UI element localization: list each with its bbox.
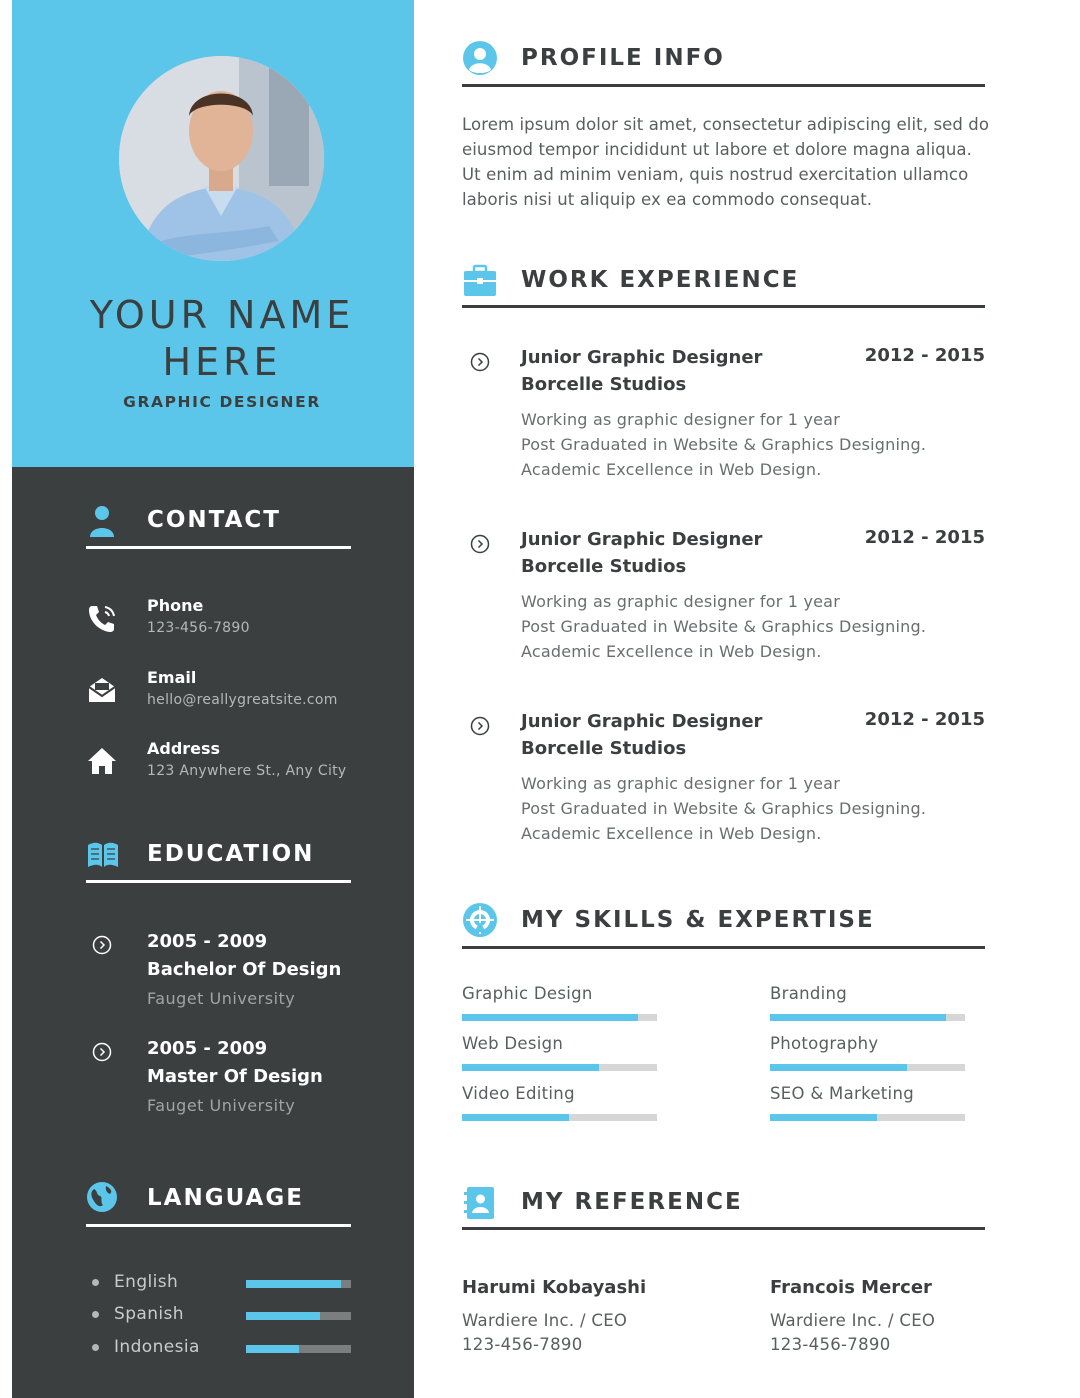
- education-item: [86, 1038, 386, 1132]
- skill-name: Photography: [770, 1034, 879, 1053]
- skill-level-fill: [770, 1114, 877, 1121]
- reference-card: [770, 1277, 1030, 1367]
- skills-heading: [462, 862, 985, 949]
- language-item: [92, 1304, 354, 1328]
- phone-icon: [86, 602, 118, 634]
- language-item: [92, 1337, 354, 1361]
- name-line-1: YOUR NAME: [89, 293, 355, 337]
- education-item: [86, 931, 386, 1025]
- skill-name: Video Editing: [462, 1084, 575, 1103]
- language-name: Indonesia: [114, 1337, 200, 1357]
- reference-card: [462, 1277, 722, 1367]
- job-title: Junior Graphic Designer: [521, 347, 763, 368]
- language-level-bar: [246, 1280, 351, 1288]
- language-heading: [86, 1177, 351, 1227]
- chevron-circle-icon: [92, 1042, 112, 1062]
- globe-icon: [86, 1181, 120, 1215]
- skill-name: SEO & Marketing: [770, 1084, 914, 1103]
- job-company: Borcelle Studios: [521, 738, 687, 759]
- contact-email: [86, 668, 386, 718]
- name-line-2: HERE: [162, 340, 282, 384]
- home-icon: [86, 745, 118, 777]
- reference-position: Wardiere Inc. / CEO: [770, 1311, 936, 1330]
- skills-heading-text: MY SKILLS & EXPERTISE: [521, 907, 875, 933]
- full-name: [12, 292, 432, 386]
- bullet: [92, 1344, 99, 1351]
- education-heading: [86, 833, 351, 883]
- skill-item: [770, 1034, 965, 1074]
- address-label: Address: [147, 739, 221, 758]
- job-description: [521, 589, 926, 664]
- job-title: Junior Graphic Designer: [521, 711, 763, 732]
- skill-name: Branding: [770, 984, 848, 1003]
- book-icon: [86, 837, 120, 871]
- education-school: Fauget University: [147, 989, 296, 1008]
- reference-name: Francois Mercer: [770, 1277, 932, 1298]
- education-degree: Master Of Design: [147, 1066, 323, 1087]
- email-icon: [86, 674, 118, 706]
- work-heading: [462, 221, 985, 308]
- contact-phone: [86, 596, 386, 646]
- work-heading-text: WORK EXPERIENCE: [521, 267, 800, 293]
- email-value[interactable]: hello@reallygreatsite.com: [147, 692, 338, 708]
- skill-level-fill: [462, 1064, 599, 1071]
- user-icon: [86, 503, 120, 537]
- skill-level-bar: [462, 1014, 657, 1021]
- job-entry: [462, 529, 985, 669]
- chevron-circle-icon: [470, 716, 490, 736]
- education-heading-text: EDUCATION: [147, 841, 315, 867]
- education-school: Fauget University: [147, 1096, 296, 1115]
- skill-level-bar: [770, 1114, 965, 1121]
- contact-heading: [86, 499, 351, 549]
- job-line: Academic Excellence in Web Design.: [521, 642, 822, 661]
- skill-level-bar: [770, 1064, 965, 1071]
- briefcase-icon: [462, 263, 498, 299]
- skill-name: Graphic Design: [462, 984, 593, 1003]
- education-years: 2005 - 2009: [147, 1038, 268, 1059]
- language-level-bar: [246, 1345, 351, 1353]
- phone-value[interactable]: 123-456-7890: [147, 620, 250, 636]
- skill-name: Web Design: [462, 1034, 564, 1053]
- job-line: Academic Excellence in Web Design.: [521, 460, 822, 479]
- job-entry: [462, 347, 985, 487]
- job-line: Working as graphic designer for 1 year: [521, 592, 840, 611]
- skill-item: [770, 984, 965, 1024]
- chevron-circle-icon: [470, 534, 490, 554]
- language-level-fill: [246, 1345, 299, 1353]
- skill-level-fill: [770, 1064, 907, 1071]
- language-name: Spanish: [114, 1304, 184, 1324]
- job-line: Post Graduated in Website & Graphics Designing.: [521, 617, 927, 636]
- skill-level-bar: [462, 1114, 657, 1121]
- reference-phone[interactable]: 123-456-7890: [462, 1335, 583, 1354]
- contact-book-icon: [462, 1185, 498, 1221]
- reference-name: Harumi Kobayashi: [462, 1277, 647, 1298]
- job-line: Working as graphic designer for 1 year: [521, 410, 840, 429]
- skill-level-bar: [770, 1014, 965, 1021]
- reference-phone[interactable]: 123-456-7890: [770, 1335, 891, 1354]
- job-role: GRAPHIC DESIGNER: [123, 393, 321, 411]
- contact-address: [86, 739, 386, 789]
- job-title: Junior Graphic Designer: [521, 529, 763, 550]
- contact-heading-text: CONTACT: [147, 507, 281, 533]
- job-line: Post Graduated in Website & Graphics Designing.: [521, 435, 927, 454]
- language-level-fill: [246, 1280, 341, 1288]
- job-line: Academic Excellence in Web Design.: [521, 824, 822, 843]
- job-line: Post Graduated in Website & Graphics Designing.: [521, 799, 927, 818]
- phone-label: Phone: [147, 596, 204, 615]
- reference-position: Wardiere Inc. / CEO: [462, 1311, 628, 1330]
- skill-level-fill: [462, 1014, 638, 1021]
- chevron-circle-icon: [470, 352, 490, 372]
- language-heading-text: LANGUAGE: [147, 1185, 304, 1211]
- skill-item: [462, 1084, 657, 1124]
- job-years: 2012 - 2015: [864, 527, 985, 548]
- skill-item: [462, 984, 657, 1024]
- language-level-fill: [246, 1312, 320, 1320]
- job-entry: [462, 711, 985, 851]
- job-company: Borcelle Studios: [521, 556, 687, 577]
- target-icon: [462, 902, 498, 938]
- skill-item: [462, 1034, 657, 1074]
- education-years: 2005 - 2009: [147, 931, 268, 952]
- chevron-circle-icon: [92, 935, 112, 955]
- skill-level-fill: [770, 1014, 946, 1021]
- education-degree: Bachelor Of Design: [147, 959, 342, 980]
- profile-icon: [462, 40, 498, 76]
- skill-item: [770, 1084, 965, 1124]
- language-level-bar: [246, 1312, 351, 1320]
- skill-level-fill: [462, 1114, 569, 1121]
- reference-heading: [462, 1143, 985, 1230]
- job-company: Borcelle Studios: [521, 374, 687, 395]
- email-label: Email: [147, 668, 197, 687]
- job-description: [521, 407, 926, 482]
- bullet: [92, 1311, 99, 1318]
- language-item: [92, 1272, 354, 1296]
- profile-photo: [119, 56, 324, 261]
- profile-heading-text: PROFILE INFO: [521, 45, 725, 71]
- job-years: 2012 - 2015: [864, 709, 985, 730]
- profile-summary: Lorem ipsum dolor sit amet, consectetur adipiscing elit, sed do eiusmod tempor incididunt ut labore et dolore magna aliqua. Ut enim ad minim veniam, quis nostrud exercitation ullamco laboris nisi ut aliquip ex ea commodo consequat.: [462, 115, 990, 209]
- skill-level-bar: [462, 1064, 657, 1071]
- job-description: [521, 771, 926, 846]
- bullet: [92, 1279, 99, 1286]
- reference-heading-text: MY REFERENCE: [521, 1189, 743, 1215]
- language-name: English: [114, 1272, 179, 1292]
- profile-heading: [462, 0, 985, 87]
- job-years: 2012 - 2015: [864, 345, 985, 366]
- address-value: 123 Anywhere St., Any City: [147, 763, 347, 779]
- job-line: Working as graphic designer for 1 year: [521, 774, 840, 793]
